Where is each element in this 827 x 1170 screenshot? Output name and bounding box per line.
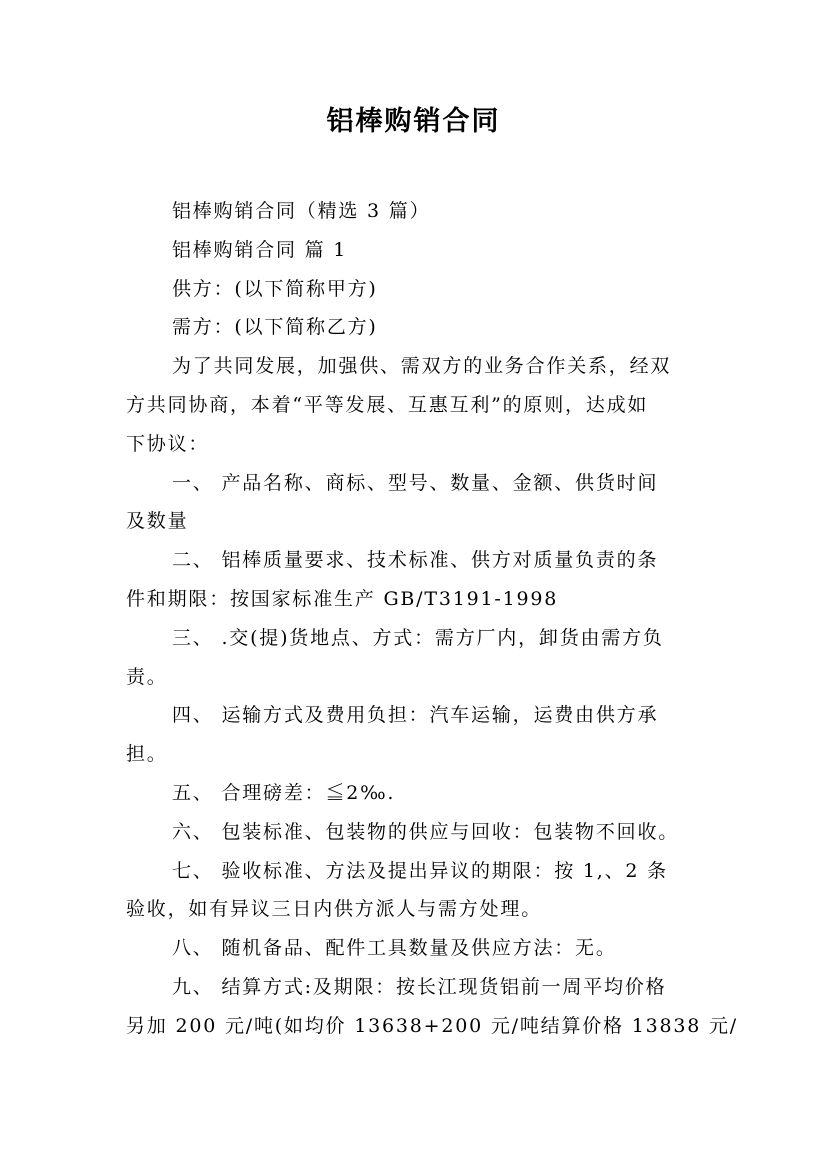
paragraph-clause-8 <box>126 929 706 968</box>
paragraph-clause-6 <box>126 813 706 852</box>
paragraph-subtitle <box>126 192 706 231</box>
paragraph-clause-7 <box>126 852 706 930</box>
text-line: 铝棒购销合同（精选 3 篇） <box>172 200 431 222</box>
document-title: 铝棒购销合同 <box>326 106 501 137</box>
text-line: 三、 .交(提)货地点、方式：需方厂内，卸货由需方负 <box>172 626 664 649</box>
text-line: 为了共同发展，加强供、需双方的业务合作关系，经双 <box>172 355 672 378</box>
text-line: 九、 结算方式:及期限：按长江现货铝前一周平均价格 <box>172 975 667 998</box>
paragraph-preamble <box>126 347 706 463</box>
document-body <box>126 192 738 1046</box>
text-line: 六、 包装标准、包装物的供应与回收：包装物不回收。 <box>172 820 680 843</box>
paragraph-clause-9 <box>126 968 738 1046</box>
text-line: 另加 200 元/吨(如均价 13638+200 元/吨结算价格 13838 元/ <box>126 1014 738 1037</box>
paragraph-clause-5 <box>126 774 706 813</box>
text-line: 二、 铝棒质量要求、技术标准、供方对质量负责的条 <box>172 549 659 572</box>
text-line: 铝棒购销合同 篇 1 <box>172 238 348 261</box>
text-line: 担。 <box>126 743 168 766</box>
text-line: 件和期限：按国家标准生产 GB/T3191-1998 <box>126 587 559 610</box>
paragraph-clause-1 <box>126 464 706 542</box>
paragraph-clause-2 <box>126 541 706 619</box>
text-line: 及数量 <box>126 510 189 533</box>
text-line: 验收，如有异议三日内供方派人与需方处理。 <box>126 898 543 921</box>
paragraph-buyer <box>126 308 706 347</box>
text-line: 四、 运输方式及费用负担：汽车运输，运费由供方承 <box>172 704 659 727</box>
text-line: 八、 随机备品、配件工具数量及供应方法：无。 <box>172 937 617 960</box>
paragraph-supplier <box>126 270 706 309</box>
paragraph-clause-3 <box>126 619 706 697</box>
text-line: 五、 合理磅差：≦2‰. <box>172 781 396 804</box>
text-line: 方共同协商，本着“平等发展、互惠互利”的原则，达成如 <box>126 393 649 416</box>
paragraph-section-heading <box>126 231 706 270</box>
text-line: 七、 验收标准、方法及提出异议的期限：按 1,、2 条 <box>172 859 668 882</box>
text-line: 责。 <box>126 665 168 688</box>
text-line: 下协议： <box>126 432 210 455</box>
paragraph-clause-4 <box>126 696 706 774</box>
text-line: 一、 产品名称、商标、型号、数量、金额、供货时间 <box>172 471 659 494</box>
text-line: 供方：(以下简称甲方) <box>172 277 378 300</box>
text-line: 需方：(以下简称乙方) <box>172 316 378 339</box>
